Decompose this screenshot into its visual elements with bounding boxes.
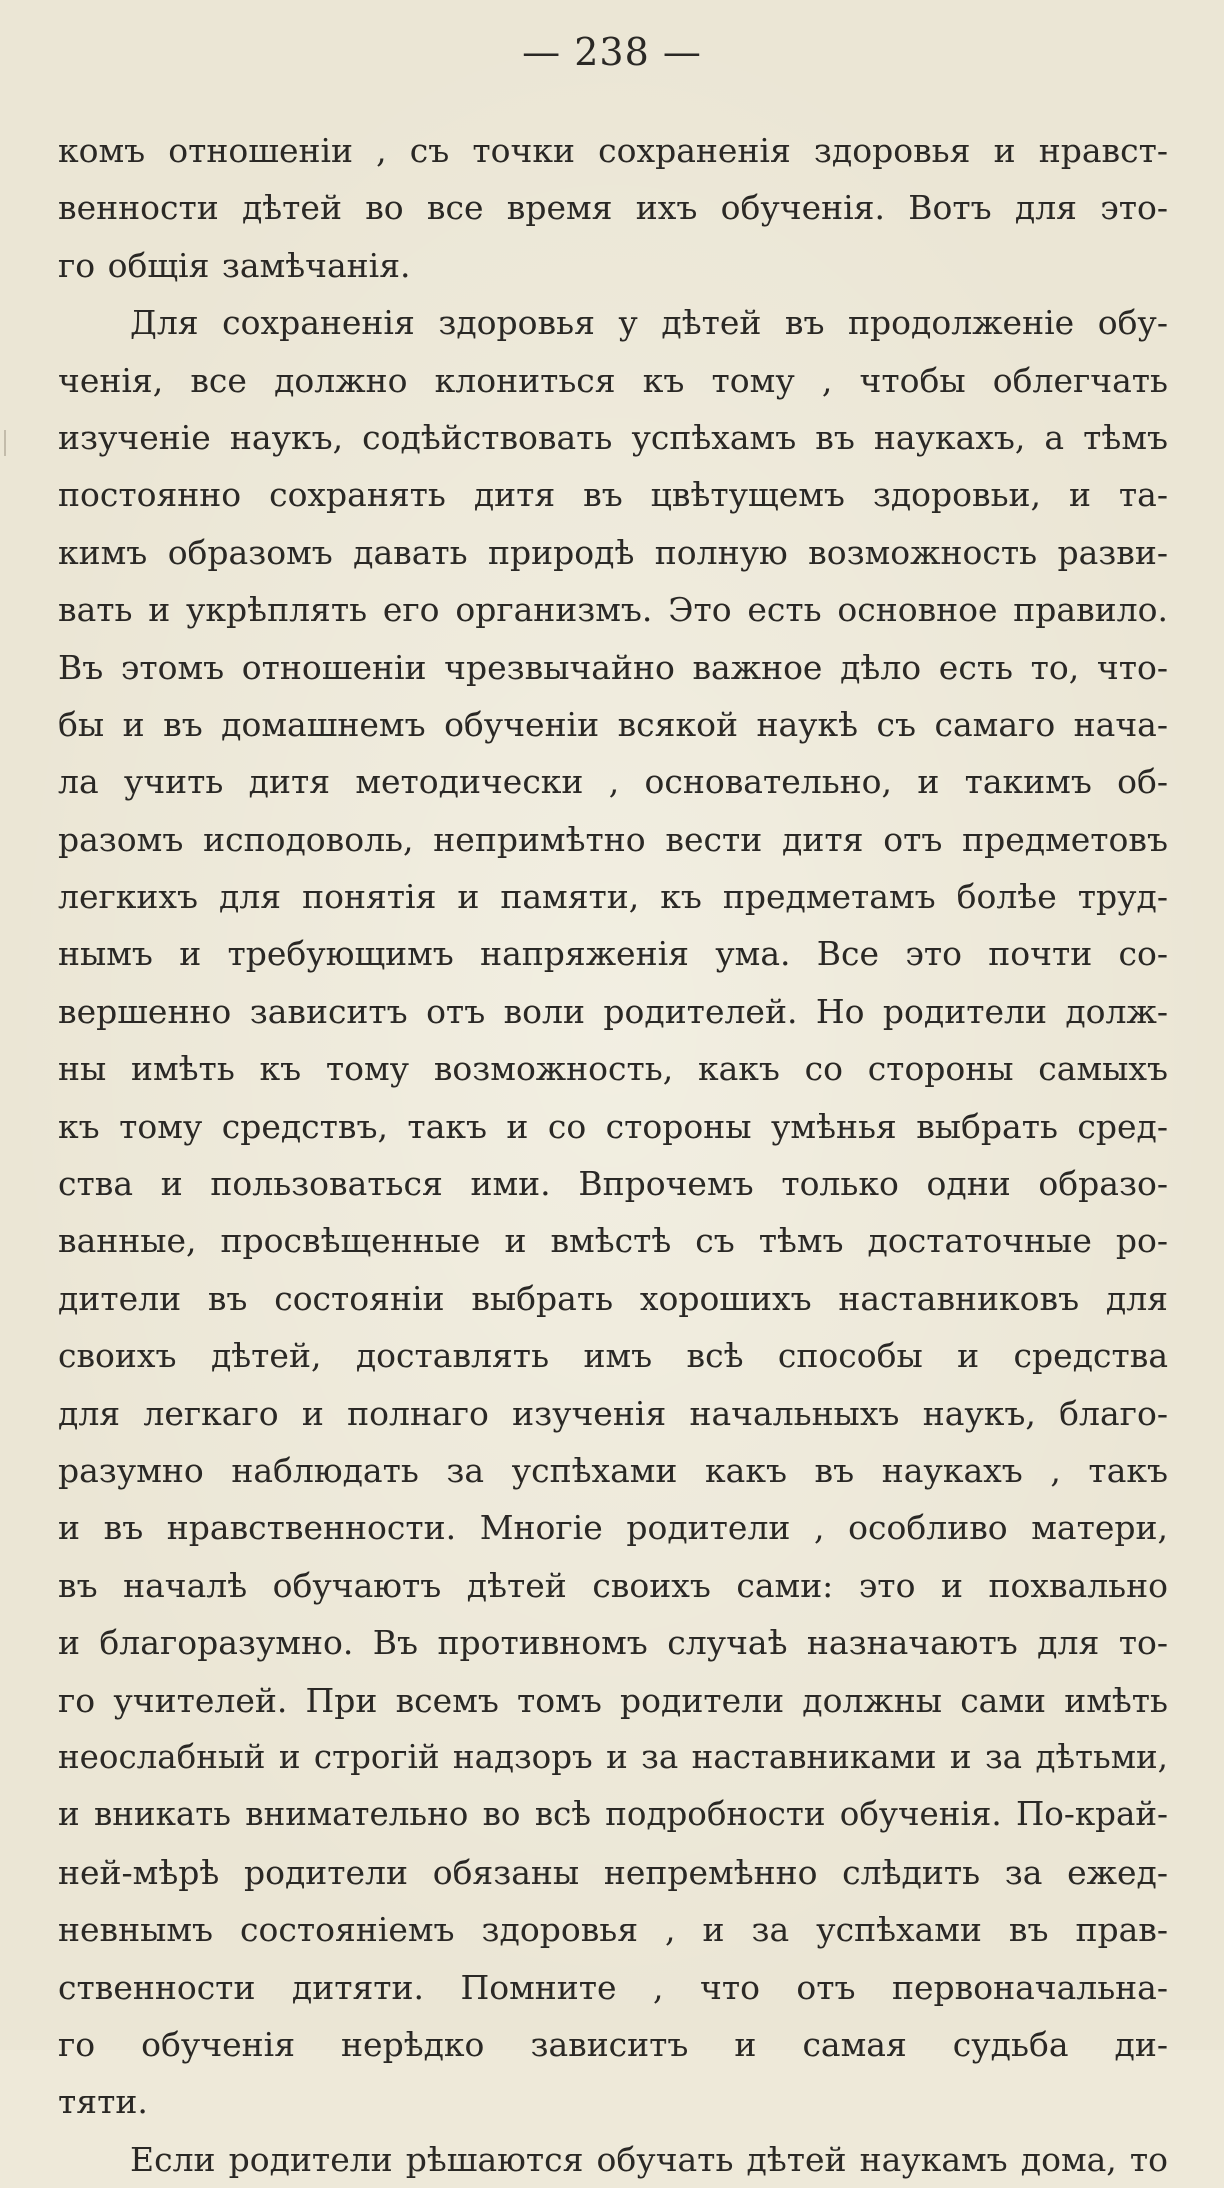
text-line: ства и пользоваться ими. Впрочемъ только одни образо- (58, 1164, 1168, 1204)
text-line: постоянно сохранять дитя въ цвѣтущемъ здоровьи, и та- (58, 475, 1168, 515)
text-line: тяти. (58, 2082, 148, 2122)
text-line: го обученія нерѣдко зависитъ и самая судьба ди- (58, 2024, 1168, 2064)
text-line: го общія замѣчанія. (58, 245, 411, 285)
text-line: комъ отношеніи , съ точки сохраненія здоровья и нравст- (58, 131, 1168, 170)
text-line: разомъ исподоволь, непримѣтно вести дитя отъ предметовъ (58, 819, 1168, 859)
text-line: нымъ и требующимъ напряженія ума. Все это почти со- (58, 934, 1168, 974)
text-line: дители въ состояніи выбрать хорошихъ наставниковъ для (58, 1278, 1168, 1318)
text-line: и въ нравственности. Многіе родители , особливо матери, (58, 1508, 1168, 1548)
body-text (58, 122, 1168, 2188)
text-line: къ тому средствъ, такъ и со стороны умѣнья выбрать сред- (58, 1106, 1168, 1146)
text-line: разумно наблюдать за успѣхами какъ въ наукахъ , такъ (58, 1450, 1168, 1490)
text-line: ченія, все должно клониться къ тому , чтобы облегчать (58, 360, 1168, 400)
text-line: ванные, просвѣщенные и вмѣстѣ съ тѣмъ достаточные ро- (58, 1221, 1168, 1261)
text-line: неослабный и строгій надзоръ и за наставниками и за дѣтьми, (58, 1737, 1168, 1776)
text-line: вершенно зависитъ отъ воли родителей. Но родители долж- (58, 991, 1168, 1031)
text-line: Въ этомъ отношеніи чрезвычайно важное дѣло есть то, что- (58, 647, 1168, 687)
page-number: — 238 — (522, 30, 702, 74)
text-line: изученіе наукъ, содѣйствовать успѣхамъ въ наукахъ, а тѣмъ (58, 417, 1168, 457)
text-line: ла учить дитя методически , основательно, и такимъ об- (58, 762, 1168, 802)
text-line: бы и въ домашнемъ обученіи всякой наукѣ съ самаго нача- (58, 704, 1168, 744)
text-line: невнымъ состояніемъ здоровья , и за успѣхами въ прав- (58, 1910, 1168, 1950)
text-line: ственности дитяти. Помните , что отъ первоначальна- (58, 1967, 1168, 2007)
text-line: для легкаго и полнаго изученія начальныхъ наукъ, благо- (58, 1393, 1168, 1433)
text-line: Если родители рѣшаются обучать дѣтей наукамъ дома, то (130, 2139, 1168, 2179)
text-line: въ началѣ обучаютъ дѣтей своихъ сами: это и похвально (58, 1565, 1168, 1605)
text-line: своихъ дѣтей, доставлять имъ всѣ способы и средства (58, 1336, 1168, 1376)
text-line: легкихъ для понятія и памяти, къ предметамъ болѣе труд- (58, 877, 1168, 917)
margin-mark (4, 430, 14, 456)
text-line: венности дѣтей во все время ихъ обученія. Вотъ для это- (58, 188, 1168, 228)
text-line: го учителей. При всемъ томъ родители должны сами имѣть (58, 1680, 1168, 1720)
text-line: ны имѣть къ тому возможность, какъ со стороны самыхъ (58, 1049, 1168, 1089)
text-line: и вникать внимательно во всѣ подробности обученія. По-край- (58, 1795, 1168, 1834)
text-line: и благоразумно. Въ противномъ случаѣ назначаютъ для то- (58, 1623, 1168, 1663)
text-line: ней-мѣрѣ родители обязаны непремѣнно слѣдить за ежед- (58, 1852, 1168, 1892)
text-line: вать и укрѣплять его организмъ. Это есть основное правило. (58, 590, 1168, 630)
text-line: Для сохраненія здоровья у дѣтей въ продолженіе обу- (130, 303, 1168, 343)
text-line: кимъ образомъ давать природѣ полную возможность разви- (58, 532, 1168, 572)
